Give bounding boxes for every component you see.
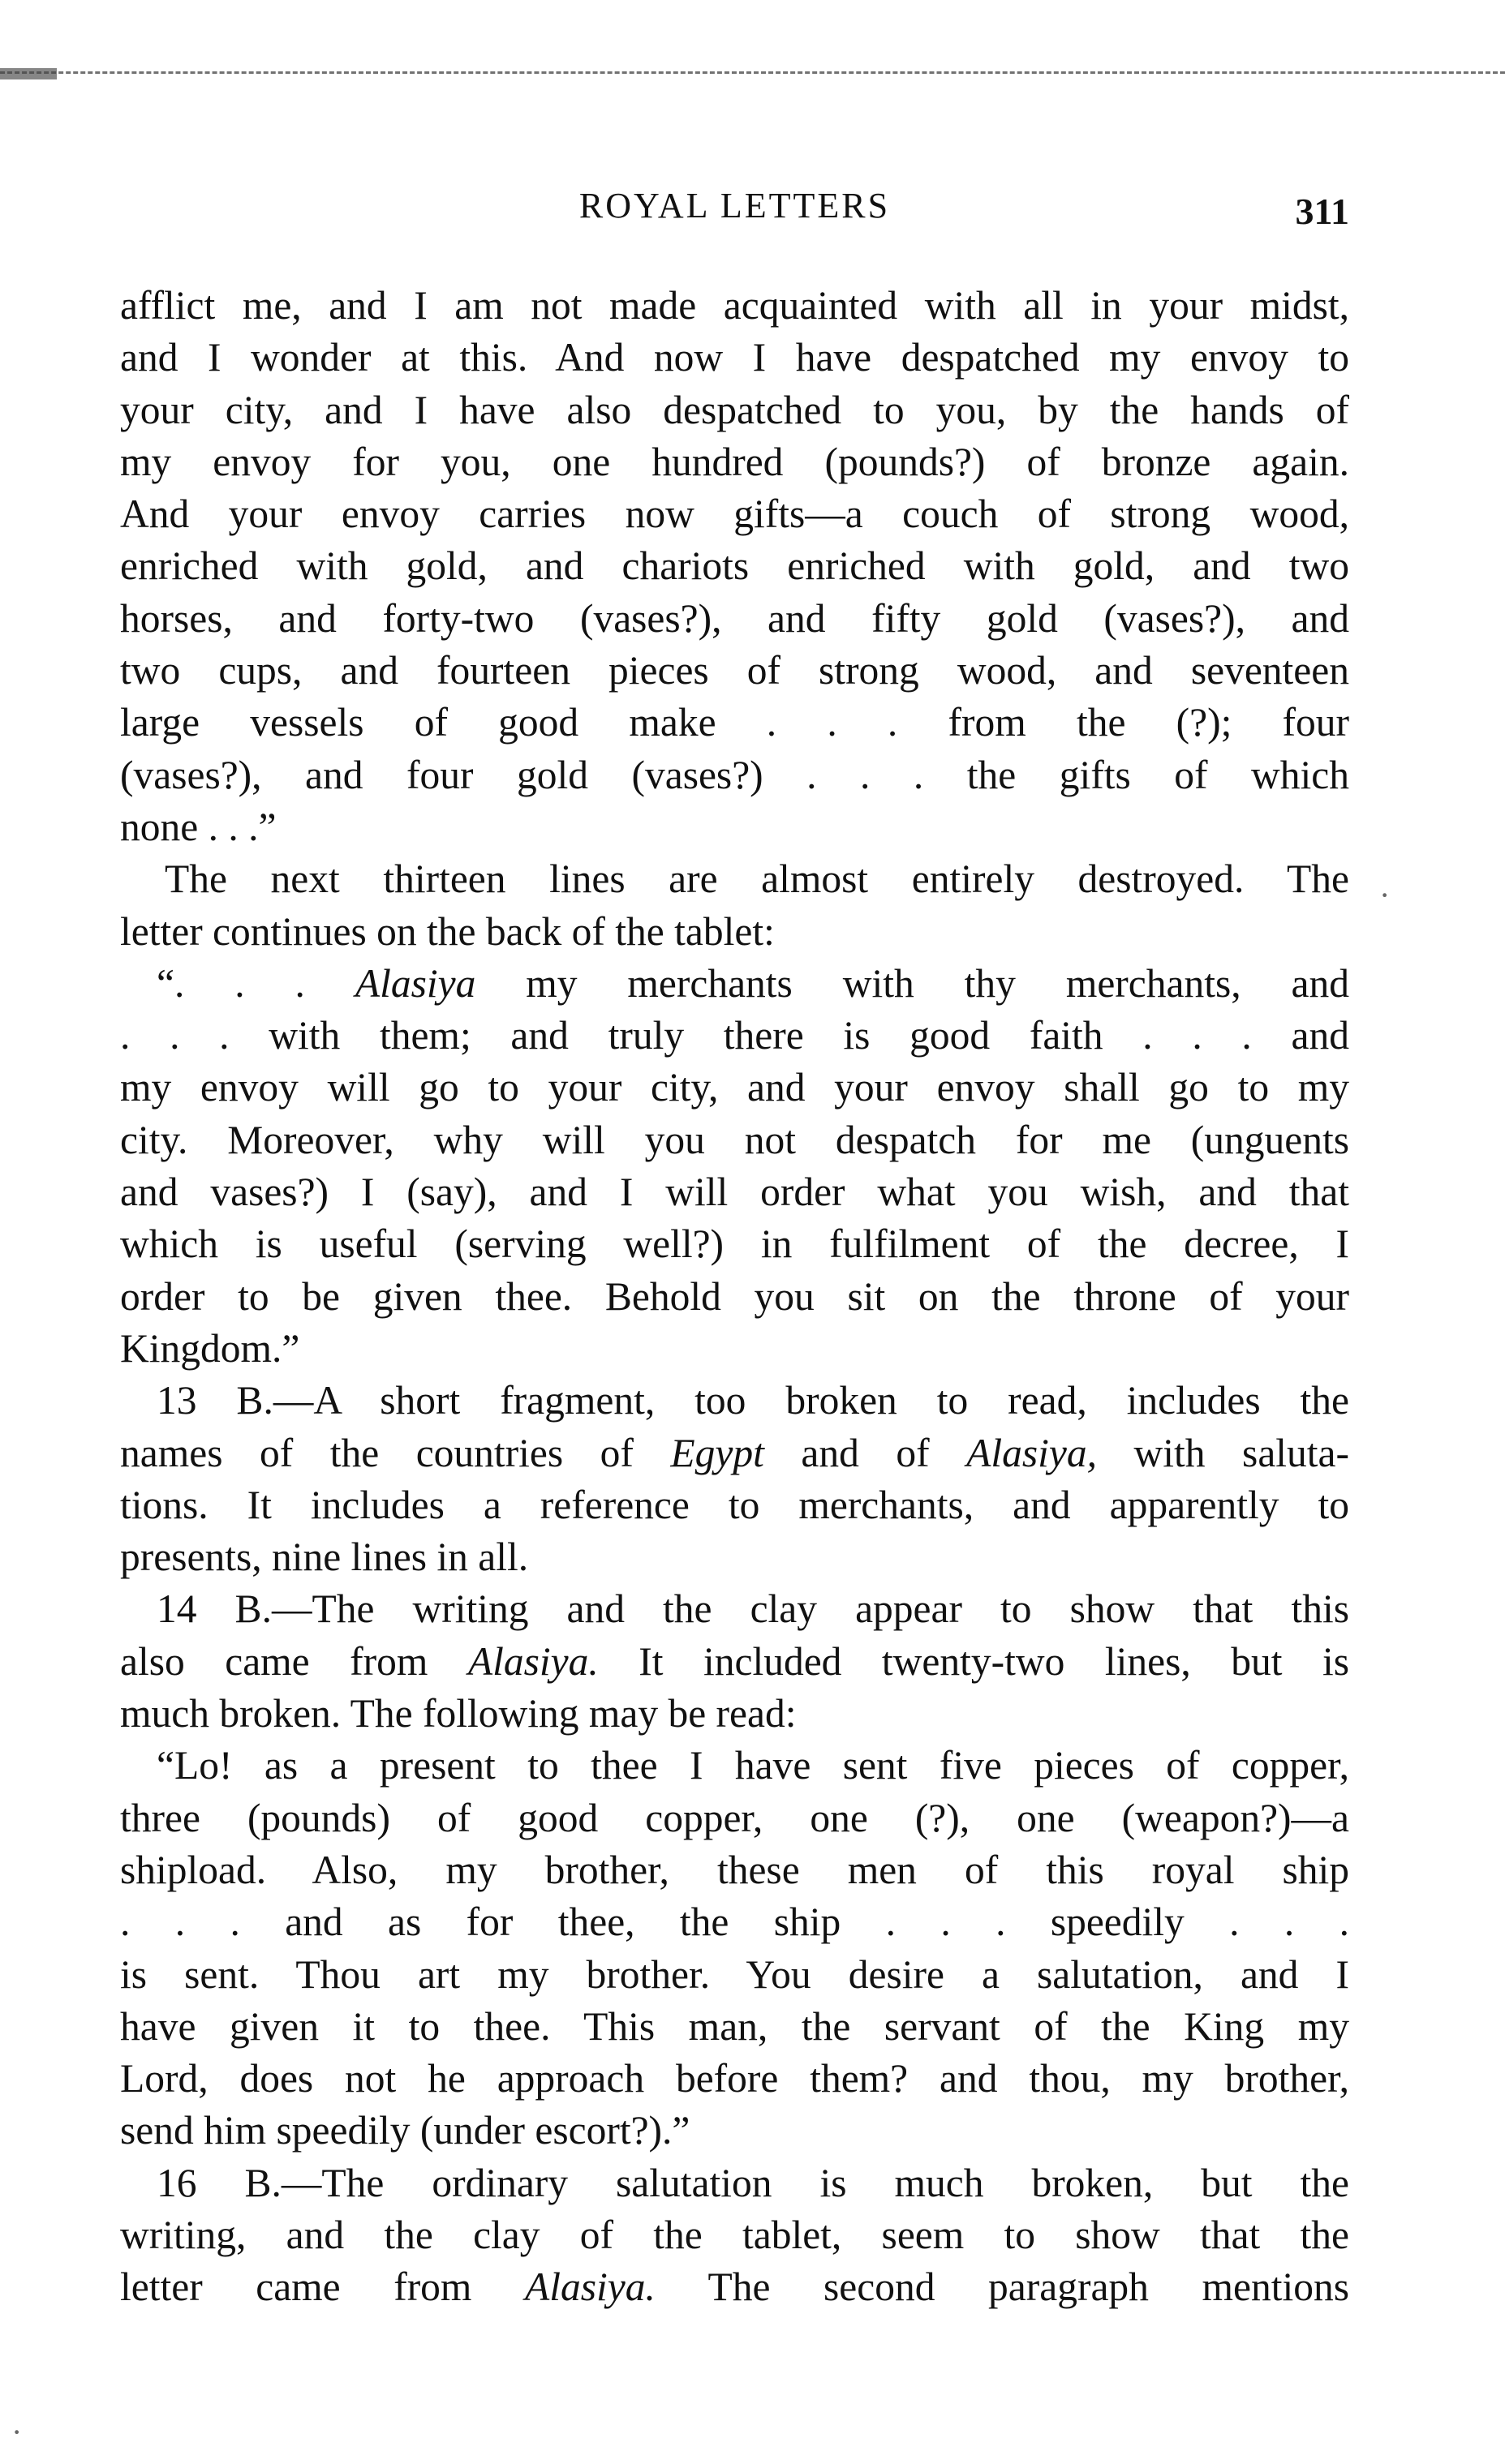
page-header xyxy=(120,185,1349,242)
text-run: The second paragraph mentions xyxy=(655,2264,1349,2310)
page-body xyxy=(120,280,1349,2314)
text-line: 14 B.—The writing and the clay appear to show that this xyxy=(157,1586,1349,1632)
text-line: city. Moreover, why will you not despatch for me (unguents xyxy=(120,1117,1349,1162)
text-run: with saluta- xyxy=(1097,1430,1349,1475)
text-run: It included twenty-two lines, but is xyxy=(598,1638,1349,1684)
scan-top-border xyxy=(0,71,1505,82)
text-line: order to be given thee. Behold you sit on the throne of your xyxy=(120,1273,1349,1319)
text-run: also came from xyxy=(120,1638,468,1684)
text-line: afflict me, and I am not made acquainted with all in your midst, xyxy=(120,283,1349,328)
text-run: my merchants with thy merchants, and xyxy=(475,960,1349,1006)
text-run: names of the countries of xyxy=(120,1430,671,1475)
margin-mark: · xyxy=(1379,877,1391,913)
text-line: writing, and the clay of the tablet, seem to show that the xyxy=(120,2212,1349,2257)
text-line: (vases?), and four gold (vases?) . . . the gifts of which xyxy=(120,752,1349,797)
text-line xyxy=(120,1427,1349,1479)
text-run: “. . . xyxy=(157,960,355,1006)
text-line: tions. It includes a reference to merchants, and apparently to xyxy=(120,1482,1349,1527)
text-line: none . . .” xyxy=(120,804,277,849)
italic-place-name: Alasiya. xyxy=(467,1638,599,1684)
text-run: and of xyxy=(763,1430,967,1475)
page-number: 311 xyxy=(1295,191,1349,232)
text-line: Kingdom.” xyxy=(120,1325,300,1371)
italic-place-name: Alasiya xyxy=(355,960,476,1006)
text-line: much broken. The following may be read: xyxy=(120,1691,797,1736)
text-line: is sent. Thou art my brother. You desire a salutation, and I xyxy=(120,1951,1349,1997)
italic-place-name: Alasiya, xyxy=(966,1430,1098,1475)
text-line: 13 B.—A short fragment, too broken to read, includes the xyxy=(157,1378,1349,1423)
text-line: “Lo! as a present to thee I have sent five pieces of copper, xyxy=(157,1743,1349,1788)
italic-place-name: Alasiya. xyxy=(525,2264,656,2310)
margin-mark: · xyxy=(11,2414,23,2450)
text-line: letter continues on the back of the tablet: xyxy=(120,908,775,954)
text-line: And your envoy carries now gifts—a couch of strong wood, xyxy=(120,492,1349,537)
text-line: which is useful (serving well?) in fulfilment of the decree, I xyxy=(120,1221,1349,1267)
text-line: large vessels of good make . . . from the (?); four xyxy=(120,700,1349,745)
text-line xyxy=(120,1636,1349,1688)
text-line: and vases?) I (say), and I will order what you wish, and that xyxy=(120,1170,1349,1215)
italic-place-name: Egypt xyxy=(670,1430,764,1475)
text-line: your city, and I have also despatched to you, by the hands of xyxy=(120,387,1349,432)
text-line: . . . with them; and truly there is good faith . . . and xyxy=(120,1013,1349,1058)
text-line: and I wonder at this. And now I have despatched my envoy to xyxy=(120,335,1349,380)
text-line: my envoy will go to your city, and your envoy shall go to my xyxy=(120,1065,1349,1110)
text-line: . . . and as for thee, the ship . . . speedily . . . xyxy=(120,1900,1349,1945)
text-line: Lord, does not he approach before them? and thou, my brother, xyxy=(120,2056,1349,2101)
text-line xyxy=(120,958,1349,1010)
text-line: 16 B.—The ordinary salutation is much broken, but the xyxy=(157,2160,1349,2205)
text-line: presents, nine lines in all. xyxy=(120,1535,529,1580)
text-line: my envoy for you, one hundred (pounds?) of bronze again. xyxy=(120,439,1349,484)
running-head: ROYAL LETTERS xyxy=(578,186,891,225)
text-line: The next thirteen lines are almost entirely destroyed. The xyxy=(165,856,1349,902)
text-line: three (pounds) of good copper, one (?), one (weapon?)—a xyxy=(120,1795,1349,1840)
text-line: horses, and forty-two (vases?), and fifty gold (vases?), and xyxy=(120,595,1349,641)
text-line: have given it to thee. This man, the servant of the King my xyxy=(120,2003,1349,2049)
text-line: enriched with gold, and chariots enriched with gold, and two xyxy=(120,543,1349,589)
text-line: send him speedily (under escort?).” xyxy=(120,2108,690,2153)
text-line: shipload. Also, my brother, these men of this royal ship xyxy=(120,1847,1349,1892)
text-line xyxy=(120,2261,1349,2313)
text-line: two cups, and fourteen pieces of strong wood, and seventeen xyxy=(120,648,1349,693)
text-run: letter came from xyxy=(120,2264,525,2310)
